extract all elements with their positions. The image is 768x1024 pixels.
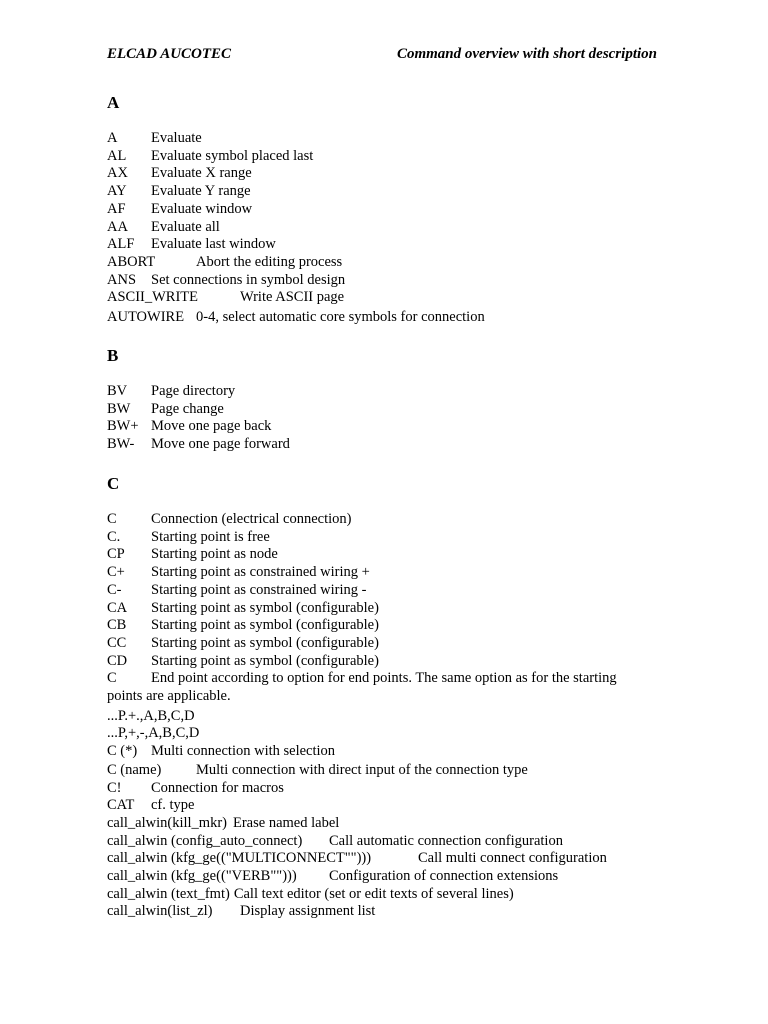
entry-a-10 bbox=[107, 309, 667, 327]
entry-command: AUTOWIRE bbox=[107, 308, 185, 325]
entry-c-18 bbox=[107, 850, 667, 868]
entry-description: Evaluate window bbox=[151, 200, 253, 217]
entry-a-1 bbox=[107, 148, 667, 166]
entry-description: Evaluate last window bbox=[151, 236, 276, 253]
entry-a-0 bbox=[107, 130, 667, 148]
header-left: ELCAD AUCOTEC bbox=[107, 46, 232, 62]
entry-description: Write ASCII page bbox=[240, 289, 345, 306]
entry-command: AF bbox=[107, 200, 126, 217]
entry-c-21 bbox=[107, 903, 667, 921]
entry-command: C bbox=[107, 511, 117, 527]
entry-command: ...P,+,-,A,B,C,D bbox=[107, 725, 200, 742]
entry-command: ASCII_WRITE bbox=[107, 289, 199, 306]
entry-a-4 bbox=[107, 201, 667, 219]
entry-c-7 bbox=[107, 635, 667, 653]
section-letter-c: C bbox=[107, 474, 120, 493]
entry-c-1 bbox=[107, 529, 667, 547]
entry-description: Evaluate Y range bbox=[151, 183, 251, 200]
entry-command: call_alwin (text_fmt) bbox=[107, 885, 230, 902]
entry-description: Evaluate symbol placed last bbox=[151, 147, 314, 164]
entry-description: Evaluate all bbox=[151, 218, 220, 235]
entry-description: Multi connection with selection bbox=[151, 743, 336, 760]
entry-c-6 bbox=[107, 617, 667, 635]
entry-c-14 bbox=[107, 780, 667, 798]
entry-c-12 bbox=[107, 743, 667, 761]
entry-command: C! bbox=[107, 779, 122, 796]
entry-command: ANS bbox=[107, 271, 137, 288]
entry-c-5 bbox=[107, 600, 667, 618]
entry-command: C (*) bbox=[107, 743, 138, 760]
entry-command: C. bbox=[107, 528, 121, 545]
entry-c-9 bbox=[107, 670, 647, 705]
entry-description: Set connections in symbol design bbox=[151, 271, 346, 288]
entry-c-10 bbox=[107, 708, 667, 726]
entry-description: End point according to option for end points. The same option as for the starting points are applicable. bbox=[107, 670, 617, 704]
entry-c-15 bbox=[107, 797, 667, 815]
entry-a-2 bbox=[107, 165, 667, 183]
entry-command: BW- bbox=[107, 436, 135, 453]
entry-command: call_alwin (config_auto_connect) bbox=[107, 832, 303, 849]
entry-description: Page directory bbox=[151, 383, 236, 399]
entry-a-8 bbox=[107, 272, 667, 290]
entry-c-20 bbox=[107, 886, 667, 904]
entry-description: Multi connection with direct input of the connection type bbox=[196, 761, 528, 778]
entry-description: Starting point as constrained wiring + bbox=[151, 564, 370, 581]
entry-c-16 bbox=[107, 815, 667, 833]
entry-command: ...P.+.,A,B,C,D bbox=[107, 707, 195, 724]
entry-b-3 bbox=[107, 436, 667, 454]
entry-description: Move one page back bbox=[151, 418, 272, 435]
entry-description: cf. type bbox=[151, 797, 195, 814]
entry-b-0 bbox=[107, 383, 667, 401]
section-letter-b: B bbox=[107, 346, 119, 365]
entry-description: Starting point as node bbox=[151, 546, 278, 563]
entry-description: Starting point as constrained wiring - bbox=[151, 581, 367, 598]
entry-c-11 bbox=[107, 725, 667, 743]
entry-c-3 bbox=[107, 564, 667, 582]
entry-command: call_alwin(list_zl) bbox=[107, 903, 213, 920]
entry-command: BV bbox=[107, 383, 128, 399]
entry-c-19 bbox=[107, 868, 667, 886]
entry-command: call_alwin(kill_mkr) bbox=[107, 814, 227, 831]
entry-c-13 bbox=[107, 762, 667, 780]
entry-c-8 bbox=[107, 653, 667, 671]
entry-description: Evaluate X range bbox=[151, 165, 252, 182]
entry-description: Starting point as symbol (configurable) bbox=[151, 634, 379, 651]
entry-description: Starting point as symbol (configurable) bbox=[151, 652, 379, 669]
entry-description: Starting point as symbol (configurable) bbox=[151, 599, 379, 616]
entry-description: Connection for macros bbox=[151, 779, 284, 796]
entry-command: AA bbox=[107, 218, 128, 235]
entry-command: CP bbox=[107, 546, 125, 563]
entry-description: Call automatic connection configuration bbox=[329, 832, 563, 849]
entry-command: CC bbox=[107, 634, 127, 651]
page-header bbox=[107, 46, 667, 66]
entry-c-4 bbox=[107, 582, 667, 600]
entry-command: A bbox=[107, 130, 118, 146]
entry-command: C+ bbox=[107, 564, 125, 581]
entry-description: Erase named label bbox=[233, 814, 340, 831]
entry-description: Abort the editing process bbox=[196, 253, 343, 270]
entry-c-0 bbox=[107, 511, 667, 529]
entry-command: ABORT bbox=[107, 253, 156, 270]
entry-a-6 bbox=[107, 236, 667, 254]
entry-description: Page change bbox=[151, 400, 224, 417]
entry-command: C- bbox=[107, 581, 122, 598]
entry-command: CA bbox=[107, 599, 128, 616]
entry-command: BW+ bbox=[107, 418, 139, 435]
entry-c-2 bbox=[107, 546, 667, 564]
entry-command: CAT bbox=[107, 797, 135, 814]
entry-description: Evaluate bbox=[151, 130, 202, 146]
section-letter-a: A bbox=[107, 93, 120, 112]
entry-description: Starting point as symbol (configurable) bbox=[151, 617, 379, 634]
entry-command: call_alwin (kfg_ge(("VERB""))) bbox=[107, 868, 297, 884]
entry-b-2 bbox=[107, 418, 667, 436]
entry-a-3 bbox=[107, 183, 667, 201]
header-right: Command overview with short description bbox=[396, 46, 657, 62]
entry-a-7 bbox=[107, 254, 667, 272]
entry-b-1 bbox=[107, 401, 667, 419]
entry-description: Connection (electrical connection) bbox=[151, 511, 352, 527]
entry-command: AL bbox=[107, 147, 127, 164]
entry-description: Call text editor (set or edit texts of several lines) bbox=[233, 885, 514, 902]
entry-command: C bbox=[107, 670, 117, 687]
entry-description: 0-4, select automatic core symbols for connection bbox=[196, 308, 485, 325]
entry-command: call_alwin (kfg_ge(("MULTICONNECT""))) bbox=[107, 850, 372, 867]
entry-description: Display assignment list bbox=[240, 903, 376, 920]
entry-a-5 bbox=[107, 219, 667, 237]
entry-command: AX bbox=[107, 165, 128, 182]
entry-command: AY bbox=[107, 183, 127, 200]
entry-c-17 bbox=[107, 833, 667, 851]
entry-description: Move one page forward bbox=[151, 436, 290, 453]
entry-description: Call multi connect configuration bbox=[418, 850, 607, 867]
entry-description: Configuration of connection extensions bbox=[329, 868, 559, 884]
entry-command: ALF bbox=[107, 236, 135, 253]
entry-a-9 bbox=[107, 289, 667, 307]
entry-command: C (name) bbox=[107, 761, 162, 778]
entry-command: CB bbox=[107, 617, 127, 634]
entry-command: CD bbox=[107, 652, 128, 669]
entry-description: Starting point is free bbox=[151, 528, 270, 545]
entry-command: BW bbox=[107, 400, 131, 417]
